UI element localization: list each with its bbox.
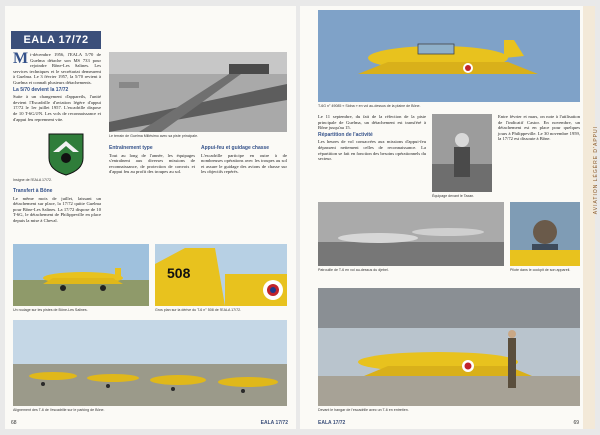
article-title: EALA 17/72 xyxy=(11,31,101,49)
running-head-left: EALA 17/72 xyxy=(260,420,288,426)
lineup-caption: Alignement des T-6 de l'escadrille sur le parking de Bône. xyxy=(13,408,105,412)
page-number-left: 68 xyxy=(11,420,17,426)
left-column-lower xyxy=(13,187,101,226)
pilots-photo xyxy=(432,114,492,192)
running-head-right: EALA 17/72 xyxy=(318,420,346,426)
canopy-photo xyxy=(510,202,580,266)
section-heading: Répartition de l'activité xyxy=(318,131,373,138)
right-column-text xyxy=(201,144,287,177)
parked-caption: Un roulage sur les pistes de Bône-Les Salines. xyxy=(13,308,88,312)
section-heading: Transfert à Bône xyxy=(13,188,53,194)
side-label: AVIATION LÉGÈRE D'APPUI xyxy=(593,126,599,215)
airfield-photo xyxy=(109,52,287,132)
section-heading: Appui-feu et guidage chasse xyxy=(201,145,270,151)
section-heading: La 5/70 devient la 17/72 xyxy=(13,86,69,93)
hangar-photo xyxy=(318,288,580,406)
left-column-text xyxy=(13,52,101,124)
airfield-caption: Le terrain de Guelma Millésimo avec sa piste principale. xyxy=(109,134,199,138)
inflight-caption: T-6G n° 49085 « Sidna » en vol au-dessus de la plaine de Bône. xyxy=(318,104,421,108)
pilots-caption: Équipage devant le Taxan. xyxy=(432,194,475,198)
left-page xyxy=(5,6,296,429)
section-text: Le même mois de juillet, laissant un détachement sur place, la 17/72 quitte Guelma pour Bône-Les Salines. La 17/72 dispose de 10 T-6G, le détachement de Philippeville en place depuis la mise à Cheval. xyxy=(13,195,101,223)
middle-column-text xyxy=(109,144,195,177)
tail-caption: Gros plan sur la dérive du T-6 n° 508 de l'EALA 17/72. xyxy=(155,308,242,312)
hangar-caption: Devant le hangar de l'escadrille avec un T-6 en entretien. xyxy=(318,408,409,412)
right-page-text-2 xyxy=(498,114,580,144)
intro-paragraph: Mi-décembre 1956, l'EALA 5/70 de Guelma détache son MS 733 pour rejoindre Bône-Les Salines. Les services techniques et le secrétariat demeurent à Guelma. Le 3 février 1957, la 5/70 revient à Guelma et connaît plusieurs détachements. xyxy=(13,50,101,85)
right-page-text xyxy=(318,114,426,164)
section-text: Entre février et mars, on note à l'utilisation de l'indicatif Castor. En novembre, un détachement est en place pour quelques jours à Philippeville. Le 30 novembre 1959, la 17/72 est dissoute à Bône. xyxy=(498,114,580,142)
section-text: Suite à un changement d'appareils, l'unité devient l'Escadrille d'aviation légère d'appui 17/72 le 1er juillet 1957. L'escadrille dispose de 10 T-6G/J/N. Les vols de reconnaissance et d'appui feu reprennent vite. xyxy=(13,94,101,122)
inflight-aircraft-photo xyxy=(318,10,580,102)
emblem-caption: Insigne de l'EALA 17/72. xyxy=(13,178,53,182)
section-text: Le 11 septembre, du fait de la réfection de la piste principale de Guelma, un détachement est transféré à Bône jusqu'au 15. xyxy=(318,114,426,131)
tail-closeup-photo xyxy=(155,244,287,306)
section-text: L'escadrille participe en outre à de nombreuses opérations avec les troupes au sol et assure le guidage des avions de chasse sur les objectifs repérés. xyxy=(201,152,287,175)
section-heading: Entraînement type xyxy=(109,145,153,151)
parked-aircraft-photo xyxy=(13,244,149,306)
canopy-caption: Pilote dans le cockpit de son appareil. xyxy=(510,268,571,272)
aircraft-lineup-photo xyxy=(13,320,287,406)
tail-number-text: 508 xyxy=(167,265,191,281)
squadron-emblem-icon xyxy=(47,132,85,176)
formation-photo xyxy=(318,202,504,266)
formation-caption: Patrouille de T-6 en vol au-dessus du djebel. xyxy=(318,268,389,272)
right-page xyxy=(300,6,599,429)
section-side-tab xyxy=(583,6,599,429)
page-number-right: 69 xyxy=(573,420,579,426)
section-text: Tout au long de l'année, les équipages s'entraînent aux diverses missions de reconnaissance, de protection de convois et d'appui feu au profit des troupes au sol. xyxy=(109,152,195,175)
section-text: Les heures de vol consacrées aux missions d'appui-feu dépassent nettement celles de reconnaissance. La répartition se fait en fonction des besoins opérationnels du secteur. xyxy=(318,139,426,162)
